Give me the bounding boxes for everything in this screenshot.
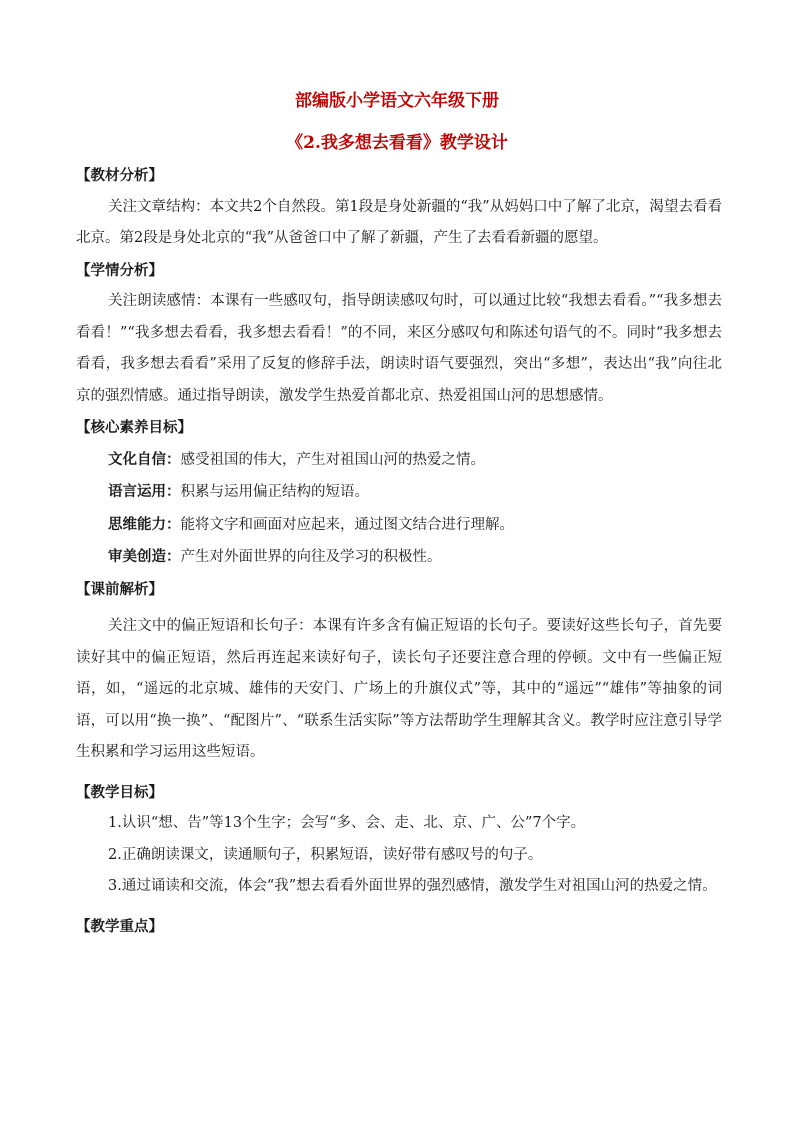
core-goal-key: 文化自信： (108, 450, 181, 468)
lesson-title: 《2.我多想去看看》教学设计 (286, 133, 508, 153)
section-heading-textbook-analysis: 【教材分析】 (76, 167, 163, 184)
core-goal-key: 审美创造： (108, 548, 181, 565)
core-goal-value: 感受祖国的伟大，产生对祖国山河的热爱之情。 (180, 451, 485, 468)
document-body (76, 160, 722, 942)
teaching-goal-item: 3.通过诵读和交流，体会“我”想去看看外面世界的强烈感情，激发学生对祖国山河的热爱之情。 (108, 878, 717, 894)
section-heading-key-points: 【教学重点】 (76, 917, 163, 935)
section-heading-core-goals: 【核心素养目标】 (76, 419, 192, 436)
core-goal-key: 思维能力： (108, 515, 181, 533)
core-goal-value: 积累与运用偏正结构的短语。 (180, 484, 369, 500)
teaching-goal-item: 2.正确朗读课文，读通顺句子，积累短语，读好带有感叹号的句子。 (108, 846, 543, 863)
core-goal-value: 能将文字和画面对应起来，通过图文结合进行理解。 (180, 516, 514, 533)
core-goal-item (76, 476, 722, 509)
document-title: 部编版小学语文六年级下册 (295, 91, 499, 111)
section-heading-learner-analysis: 【学情分析】 (76, 261, 163, 279)
textbook-analysis-paragraph: 关注文章结构：本文共2个自然段。第1段是身处新疆的“我”从妈妈口中了解了北京，渴望去看看北京。第2段是身处北京的“我”从爸爸口中了解了新疆，产生了去看看新疆的愿望。 (76, 198, 722, 246)
core-goal-key: 语言运用： (108, 483, 181, 500)
core-goal-item (76, 509, 722, 542)
core-goal-item (76, 541, 722, 574)
teaching-goal-item: 1.认识“想、告”等13个生字；会写“多、会、走、北、京、广、公”7个字。 (108, 815, 586, 831)
learner-analysis-paragraph: 关注朗读感情：本课有一些感叹句，指导朗读感叹句时，可以通过比较“我想去看看。”“我多想去看看！”“我多想去看看，我多想去看看！”的不同，来区分感叹句和陈述句语气的不。同时“我多想去看看，我多想去看看”采用了反复的修辞手法，朗读时语气要强烈，突出“多想”，表达出“我”向往北京的强烈情感。通过指导朗读，激发学生热爱首都北京、热爱祖国山河的思想感情。 (76, 293, 722, 404)
section-heading-pre-class: 【课前解析】 (76, 580, 163, 598)
section-heading-teaching-goals: 【教学目标】 (76, 783, 163, 801)
pre-class-paragraph: 关注文中的偏正短语和长句子：本课有许多含有偏正短语的长句子。要读好这些长句子，首先要读好其中的偏正短语，然后再连起来读好句子，读长句子还要注意合理的停顿。文中有一些偏正短语，如，“遥远的北京城、雄伟的天安门、广场上的升旗仪式”等，其中的“遥远”“雄伟”等抽象的词语，可以用“换一换”、“配图片”、“联系生活实际”等方法帮助学生理解其含义。教学时应注意引导学生积累和学习运用这些短语。 (76, 618, 722, 760)
core-goal-item (76, 444, 722, 477)
core-goal-value: 产生对外面世界的向往及学习的积极性。 (180, 549, 442, 565)
